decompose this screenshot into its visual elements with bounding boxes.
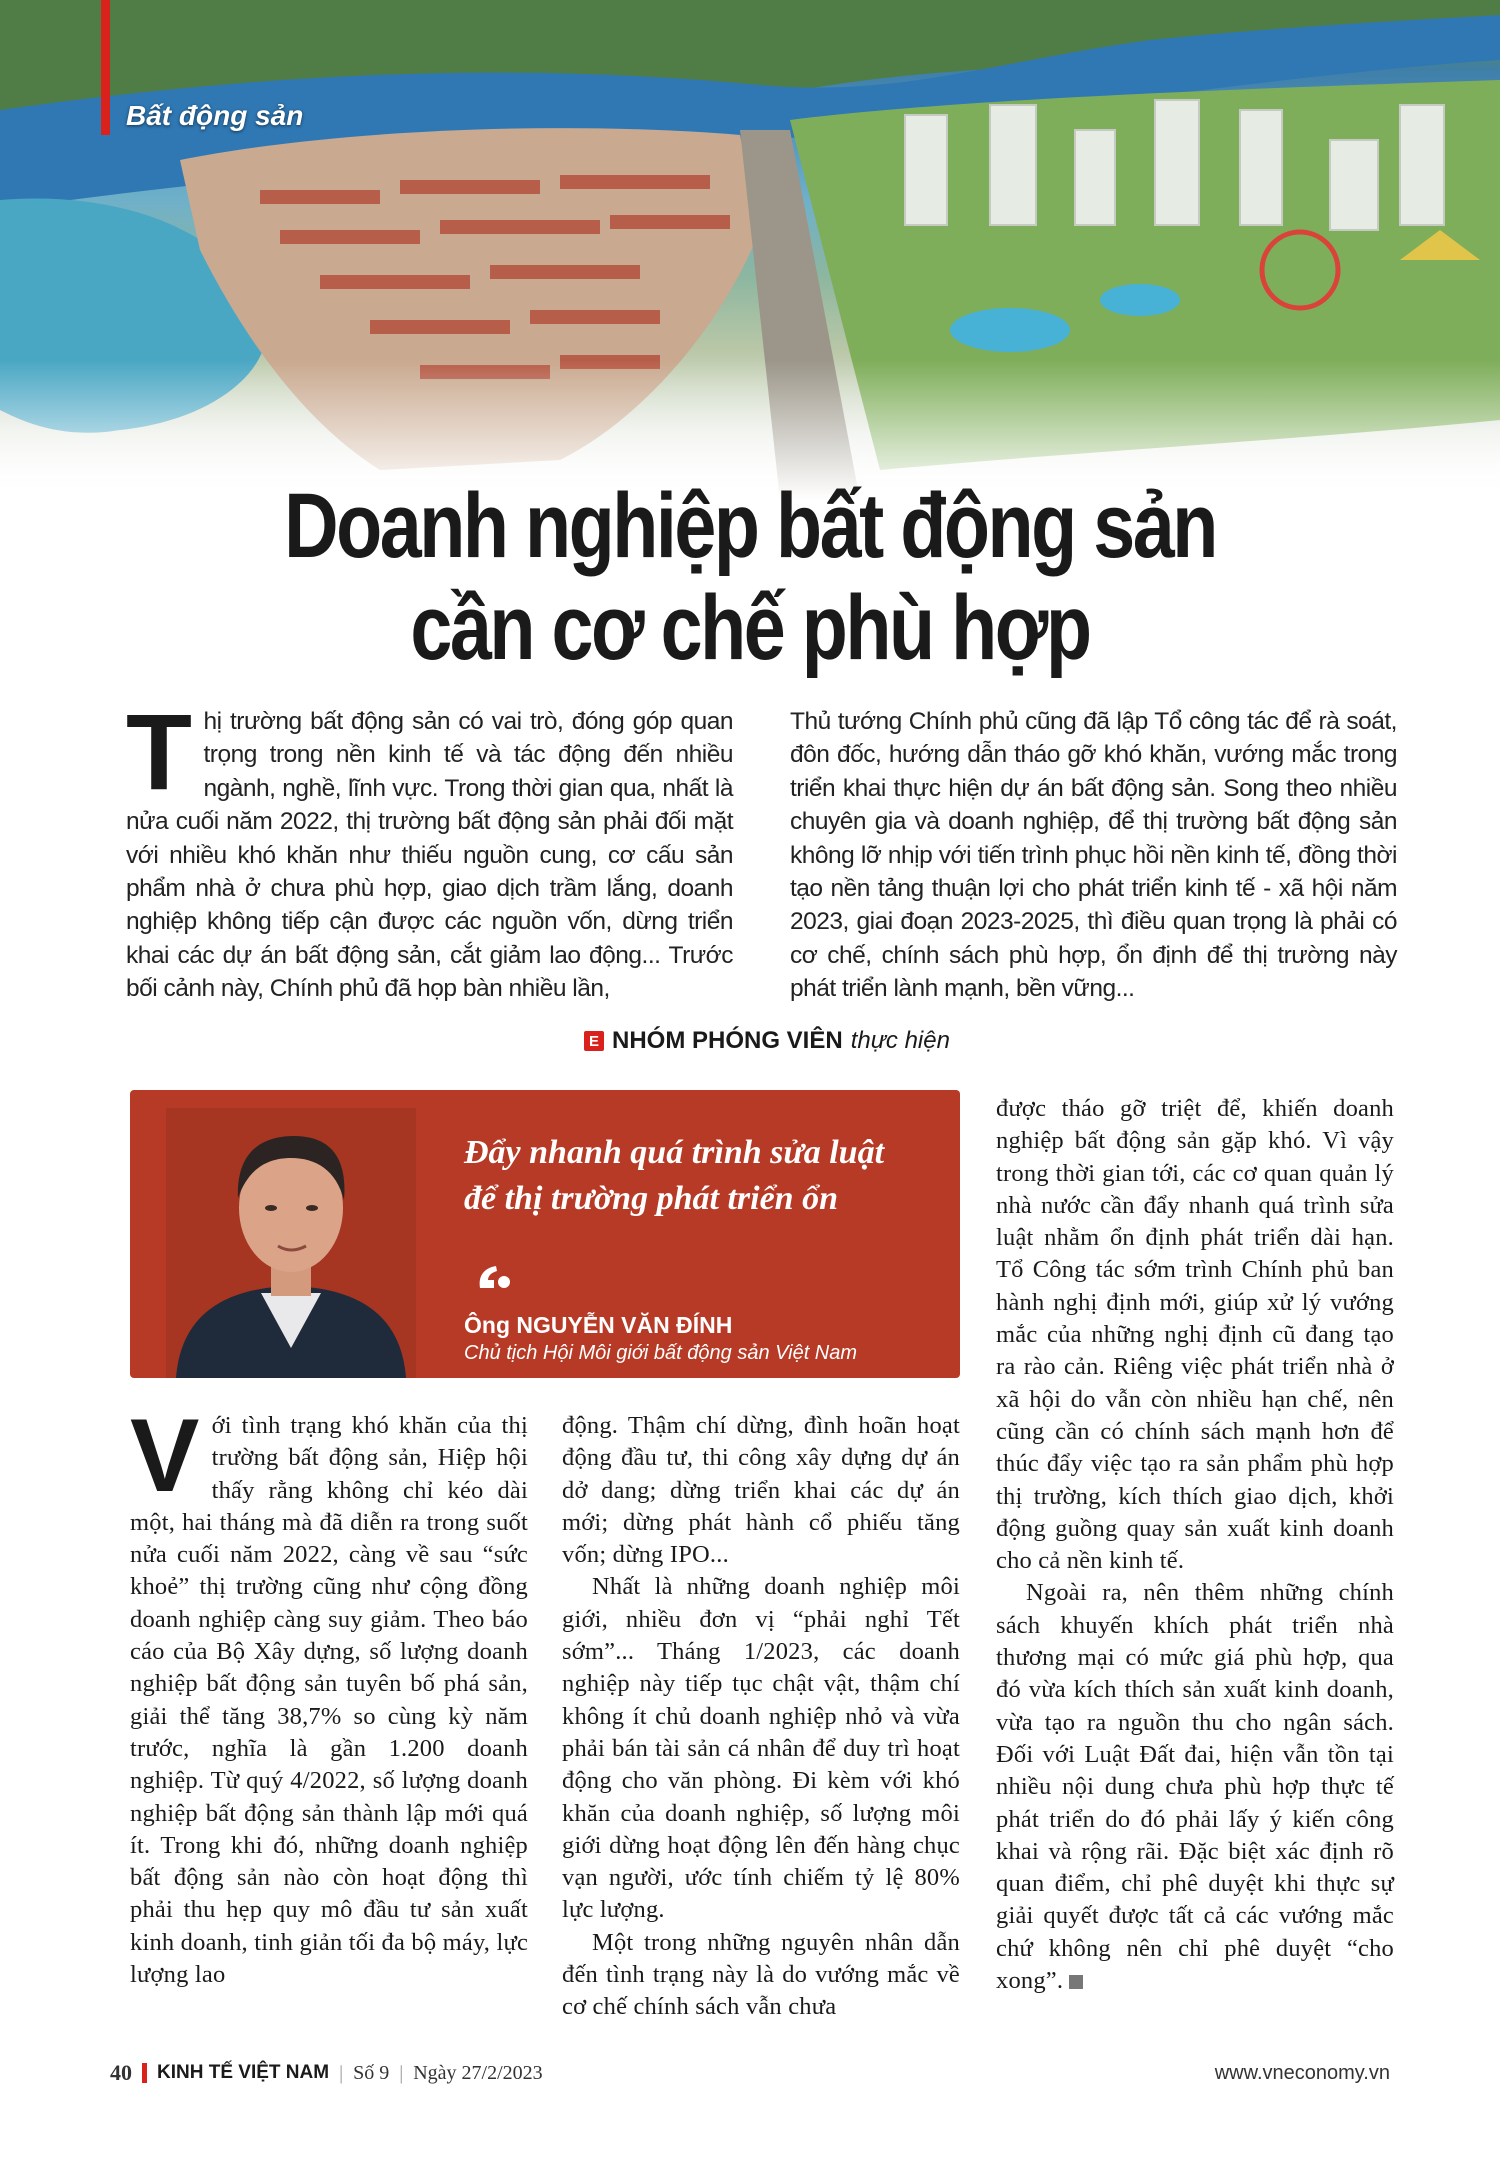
quote-mark-icon — [476, 1262, 514, 1292]
hero-image — [0, 0, 1500, 500]
interview-box — [130, 1090, 960, 1378]
website-link[interactable]: www.vneconomy.vn — [1214, 2062, 1390, 2084]
body-paragraph-final — [996, 1577, 1394, 1997]
interviewee-role: Chủ tịch Hội Môi giới bất động sản Việt Nam — [464, 1342, 858, 1364]
lead-dropcap: T — [126, 691, 192, 812]
interview-title — [464, 1130, 944, 1222]
article-headline — [135, 475, 1365, 679]
footer-red-bar — [142, 2063, 147, 2083]
body-paragraph: Nhất là những doanh nghiệp môi giới, nhiều đơn vị “phải nghỉ Tết sớm”... Tháng 1/2023, các doanh nghiệp này tiếp tục chật vật, thậm chí không ít chủ doanh nghiệp nhỏ và vừa phải bán tài sản cá nhân để duy trì hoạt động cho văn phòng. Đi kèm với khó khăn của doanh nghiệp, số lượng môi giới dừng hoạt động lên đến hàng chục vạn người, ước tính chiếm tỷ lệ 80% lực lượng. — [562, 1573, 960, 1924]
magazine-logo-icon: E — [584, 1031, 604, 1051]
headline-line-2: cần cơ chế phù hợp — [410, 577, 1090, 679]
body-final-text: Ngoài ra, nên thêm những chính sách khuyến khích phát triển nhà thương mại có mức giá phù hợp, qua đó vừa kích thích sản xuất kinh doanh, vừa tạo ra nguồn thu cho ngân sách. Đối với Luật Đất đai, hiện vẫn tồn tại nhiều nội dung chưa phù hợp thực tế phát triển do đó phải lấy ý kiến công khai và rộng rãi. Đặc biệt xác định rõ quan điểm, chỉ phê duyệt khi thực sự giải quyết được tất cả các vướng mắc chứ không nên chỉ phê duyệt “cho xong”. — [996, 1579, 1394, 1995]
body-column-1 — [130, 1398, 529, 1991]
body-column-2 — [562, 1410, 960, 2024]
body-paragraph: động. Thậm chí dừng, đình hoãn hoạt động đầu tư, thi công xây dựng dự án dở dang; dừng triển khai các dự án mới; dừng phát hành cổ phiếu tăng vốn; dừng IPO... — [562, 1412, 960, 1569]
lead-paragraph-left — [126, 691, 733, 1006]
body-dropcap: V — [130, 1398, 200, 1514]
footer-separator: | — [399, 2061, 404, 2084]
body-col-1-text: ới tình trạng khó khăn của thị trường bất động sản, Hiệp hội thấy rằng không chỉ kéo dài một, hai tháng mà đã diễn ra trong suốt nửa cuối năm 2022, càng về sau “sức khoẻ” thị trường cũng như cộng đồng doanh nghiệp càng suy giảm. Theo báo cáo của Bộ Xây dựng, số lượng doanh nghiệp bất động sản tuyên bố phá sản, giải thể tăng 38,7% so cùng kỳ năm trước, nghĩa là gần 1.200 doanh nghiệp. Từ quý 4/2022, số lượng doanh nghiệp bất động sản thành lập mới quá ít. Trong khi đó, những doanh nghiệp bất động sản nào còn hoạt động thì phải thu hẹp quy mô đầu tư sản xuất kinh doanh, tinh giản tối đa bộ máy, lực lượng lao — [130, 1412, 529, 1989]
section-marker-bar — [101, 0, 110, 135]
body-paragraph: được tháo gỡ triệt để, khiến doanh nghiệp bất động sản gặp khó. Vì vậy trong thời gian tới, các cơ quan quản lý nhà nước cần đẩy nhanh quá trình sửa luật nhằm ổn định phát triển dài hạn. Tổ Công tác sớm trình Chính phủ ban hành nghị định mới, giúp xử lý vướng mắc của những nghị định cũ đang tạo ra rào cản. Riêng việc phát triển nhà ở xã hội do vẫn còn nhiều hạn chế, nên cũng cần có chính sách mạnh hơn để thúc đẩy việc tạo ra sản phẩm phù hợp thị trường, kích thích giao dịch, khởi động guồng quay sản xuất kinh doanh cho cả nền kinh tế. — [996, 1095, 1394, 1575]
end-mark-icon — [1069, 1975, 1083, 1989]
byline — [584, 1027, 950, 1055]
magazine-name: KINH TẾ VIỆT NAM — [157, 2062, 330, 2083]
interviewee-portrait — [166, 1108, 416, 1378]
footer-separator: | — [339, 2061, 344, 2084]
aerial-resort-illustration — [0, 0, 1500, 500]
issue-number: Số 9 — [353, 2061, 390, 2084]
interview-title-line-2: để thị trường phát triển ổn — [464, 1180, 838, 1217]
interviewee-name: Ông NGUYỄN VĂN ĐÍNH — [464, 1312, 733, 1338]
section-label: Bất động sản — [126, 100, 304, 131]
lead-left-text: hị trường bất động sản có vai trò, đóng góp quan trọng trong nền kinh tế và tác động đến nhiều ngành, nghề, lĩnh vực. Trong thời gian qua, nhất là nửa cuối năm 2022, thị trường bất động sản phải đối mặt với nhiều khó khăn như thiếu nguồn cung, cơ cấu sản phẩm nhà ở chưa phù hợp, giao dịch trầm lắng, doanh nghiệp không tiếp cận được các nguồn vốn, dừng triển khai các dự án bất động sản, cắt giảm lao động... Trước bối cảnh này, Chính phủ đã họp bàn nhiều lần, — [126, 708, 733, 1003]
byline-role: thực hiện — [850, 1027, 950, 1054]
lead-paragraph-right: Thủ tướng Chính phủ cũng đã lập Tổ công tác để rà soát, đôn đốc, hướng dẫn tháo gỡ khó khăn, vướng mắc trong triển khai thực hiện dự án bất động sản. Song theo nhiều chuyên gia và doanh nghiệp, để thị trường bất động sản không lỡ nhịp với tiến trình phục hồi nền kinh tế, đồng thời tạo nền tảng thuận lợi cho phát triển kinh tế - xã hội năm 2023, giai đoạn 2023-2025, thì điều quan trọng là phải có cơ chế, chính sách phù hợp, ổn định để thị trường này phát triển lành mạnh, bền vững... — [790, 708, 1397, 1003]
page-footer — [110, 2060, 1390, 2090]
interview-title-line-1: Đẩy nhanh quá trình sửa luật — [464, 1134, 885, 1171]
byline-team: NHÓM PHÓNG VIÊN — [612, 1027, 843, 1054]
body-column-3 — [996, 1093, 1394, 1997]
issue-date: Ngày 27/2/2023 — [413, 2061, 543, 2084]
page-number: 40 — [110, 2060, 132, 2085]
headline-line-1: Doanh nghiệp bất động sản — [284, 475, 1216, 577]
body-paragraph: Một trong những nguyên nhân dẫn đến tình trạng này là do vướng mắc về cơ chế chính sách vẫn chưa — [562, 1928, 960, 2021]
